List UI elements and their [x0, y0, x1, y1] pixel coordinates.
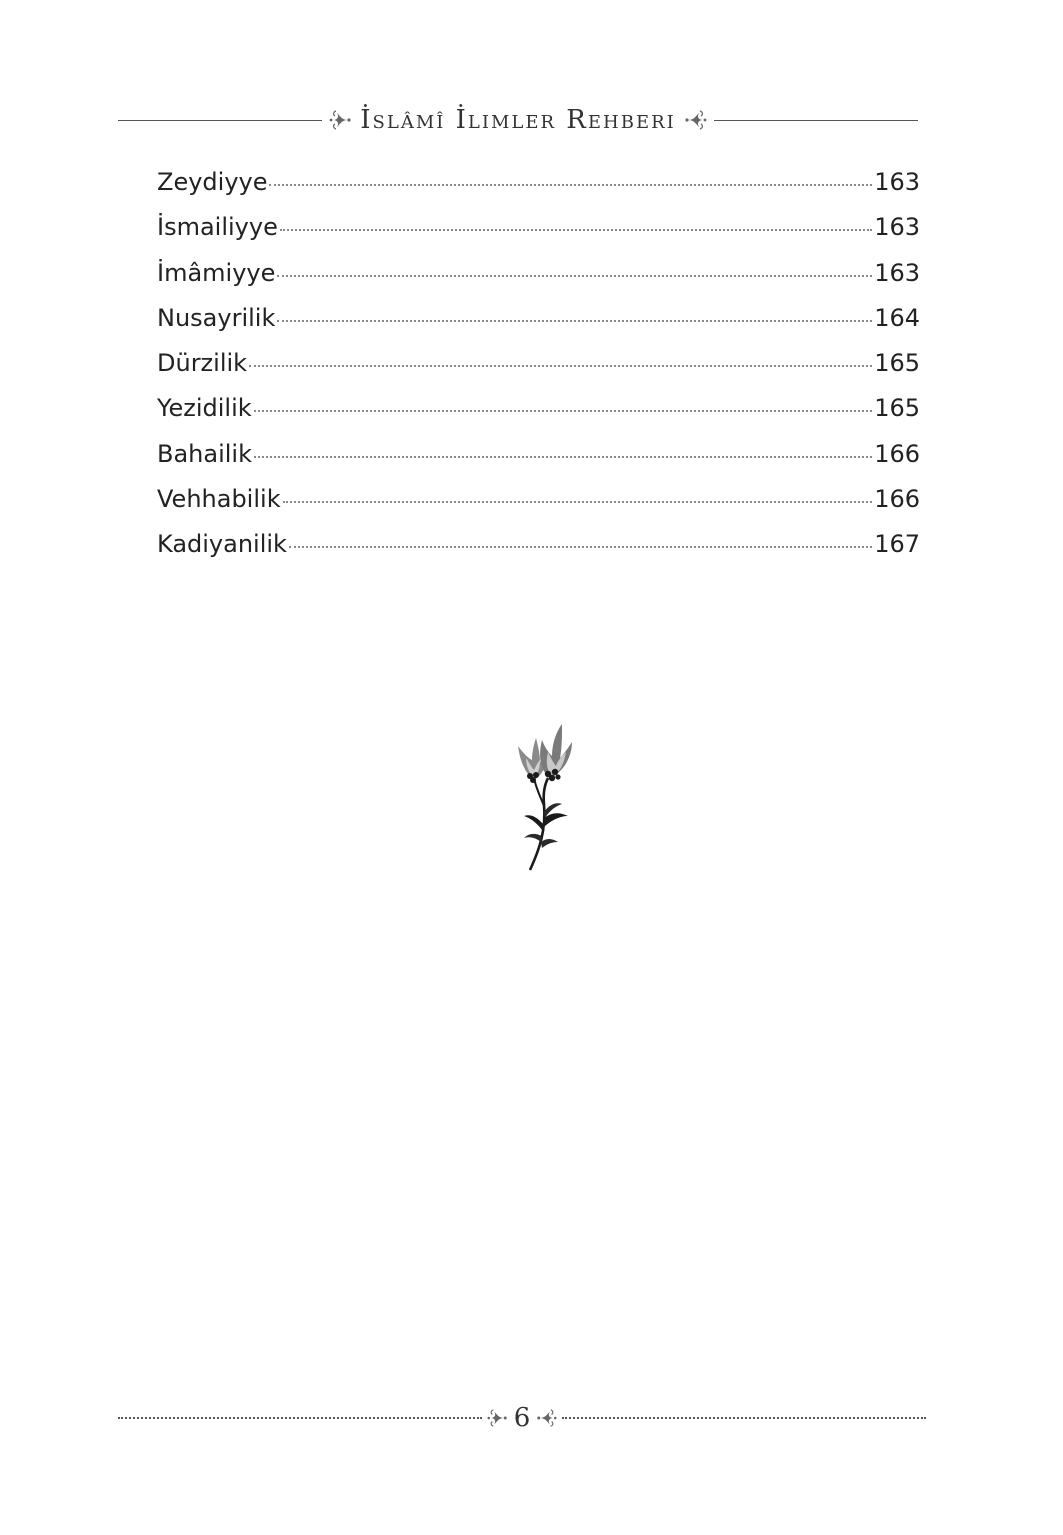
dot-leader	[277, 275, 872, 277]
dot-leader	[283, 501, 873, 503]
dot-leader	[269, 184, 872, 186]
dot-leader	[280, 229, 872, 231]
toc-entry-page: 165	[874, 349, 920, 378]
toc-entry-label: Kadiyanilik	[157, 530, 287, 559]
book-title: İslâmî İlimler Rehberi	[360, 105, 676, 135]
toc-entry[interactable]	[157, 168, 920, 213]
page-number: 6	[513, 1403, 531, 1433]
dot-leader	[289, 546, 872, 548]
toc-entry-label: Dürzilik	[157, 349, 248, 378]
toc-entry[interactable]	[157, 213, 920, 258]
fleuron-left-icon	[486, 1406, 508, 1430]
dot-leader	[254, 410, 873, 412]
toc-entry[interactable]	[157, 440, 920, 485]
fleuron-left-icon	[328, 107, 352, 133]
toc-entry-page: 167	[874, 530, 920, 559]
footer-dotline-right	[562, 1417, 926, 1419]
tulip-flower-icon	[506, 720, 586, 872]
toc-entry[interactable]	[157, 349, 920, 394]
toc-entry-label: Bahailik	[157, 439, 252, 468]
dot-leader	[249, 365, 872, 367]
toc-entry-page: 163	[874, 168, 920, 196]
toc-entry-page: 166	[874, 485, 920, 514]
toc-entry[interactable]	[157, 485, 920, 530]
toc-entry[interactable]	[157, 259, 920, 304]
header-rule-right	[714, 120, 918, 121]
toc-entry-label: Vehhabilik	[157, 485, 281, 514]
fleuron-right-icon	[536, 1406, 558, 1430]
toc-entry-page: 163	[874, 258, 920, 287]
toc-entry-label: Yezidilik	[157, 394, 252, 423]
footer-dotline-left	[118, 1417, 482, 1419]
running-header	[118, 100, 918, 140]
toc-entry[interactable]	[157, 304, 920, 349]
page-footer	[118, 1398, 926, 1438]
toc-entry-label: Zeydiyye	[157, 168, 268, 196]
fleuron-right-icon	[684, 107, 708, 133]
toc-entry-label: İmâmiyye	[157, 258, 276, 287]
toc-entry-label: Nusayrilik	[157, 303, 276, 332]
toc-entry-page: 165	[874, 394, 920, 423]
dot-leader	[254, 456, 872, 458]
toc-entry-page: 164	[874, 303, 920, 332]
toc-entry-page: 166	[874, 439, 920, 468]
dot-leader	[277, 320, 872, 322]
header-rule-left	[118, 120, 322, 121]
toc-entry[interactable]	[157, 530, 920, 575]
toc-entry[interactable]	[157, 394, 920, 439]
toc-entry-label: İsmailiyye	[157, 213, 278, 242]
toc-entry-page: 163	[874, 213, 920, 242]
table-of-contents	[157, 168, 920, 576]
